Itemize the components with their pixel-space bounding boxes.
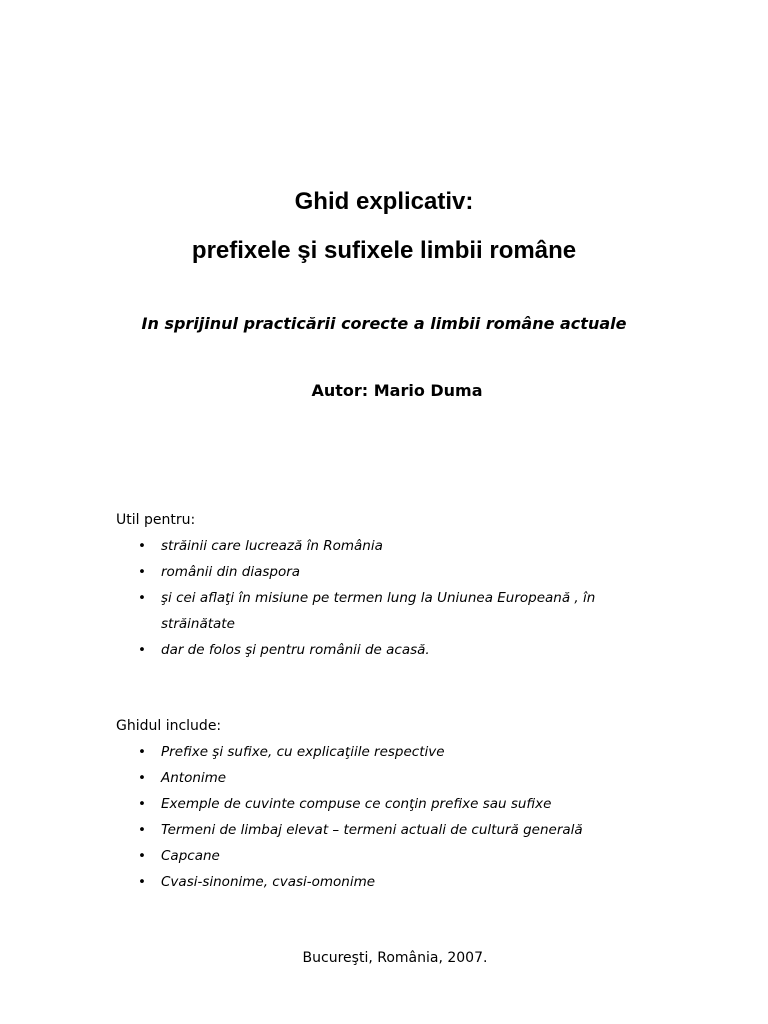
list-item-text: Cvasi-sinonime, cvasi-omonime — [161, 874, 376, 890]
list-item-text: Antonime — [161, 770, 227, 786]
list-item-text: Exemple de cuvinte compuse ce conţin prefixe sau sufixe — [161, 796, 552, 812]
author-line: Autor: Mario Duma — [311, 381, 483, 400]
list-item-text: Prefixe şi sufixe, cu explicaţiile respective — [161, 744, 445, 760]
subtitle: In sprijinul practicării corecte a limbii române actuale — [141, 314, 627, 333]
bullet-icon: • — [138, 744, 146, 760]
list-item — [116, 585, 656, 637]
useful-for-list — [116, 533, 656, 663]
list-item-text: străinii care lucrează în România — [161, 538, 383, 554]
list-item — [116, 869, 656, 895]
list-item-text: dar de folos şi pentru românii de acasă. — [161, 642, 430, 658]
title-line-2: prefixele şi sufixele limbii române — [191, 237, 577, 264]
useful-for-heading: Util pentru: — [116, 512, 196, 528]
place-date-footer: Bucureşti, România, 2007. — [302, 950, 488, 966]
bullet-icon: • — [138, 538, 146, 554]
bullet-icon: • — [138, 796, 146, 812]
list-item — [116, 637, 656, 663]
list-item-text: românii din diaspora — [161, 564, 301, 580]
list-item-text: şi cei aflaţi în misiune pe termen lung la Uniunea Europeană , în străinătate — [161, 590, 596, 632]
list-item — [116, 533, 656, 559]
title-line-1: Ghid explicativ: — [294, 188, 474, 215]
bullet-icon: • — [138, 874, 146, 890]
list-item — [116, 739, 656, 765]
bullet-icon: • — [138, 770, 146, 786]
list-item — [116, 559, 656, 585]
includes-list — [116, 739, 656, 895]
list-item — [116, 765, 656, 791]
bullet-icon: • — [138, 590, 146, 606]
list-item — [116, 817, 656, 843]
bullet-icon: • — [138, 642, 146, 658]
list-item — [116, 843, 656, 869]
list-item-text: Capcane — [161, 848, 220, 864]
list-item-text: Termeni de limbaj elevat – termeni actuali de cultură generală — [161, 822, 583, 838]
includes-heading: Ghidul include: — [116, 718, 222, 734]
bullet-icon: • — [138, 564, 146, 580]
bullet-icon: • — [138, 822, 146, 838]
bullet-icon: • — [138, 848, 146, 864]
list-item — [116, 791, 656, 817]
